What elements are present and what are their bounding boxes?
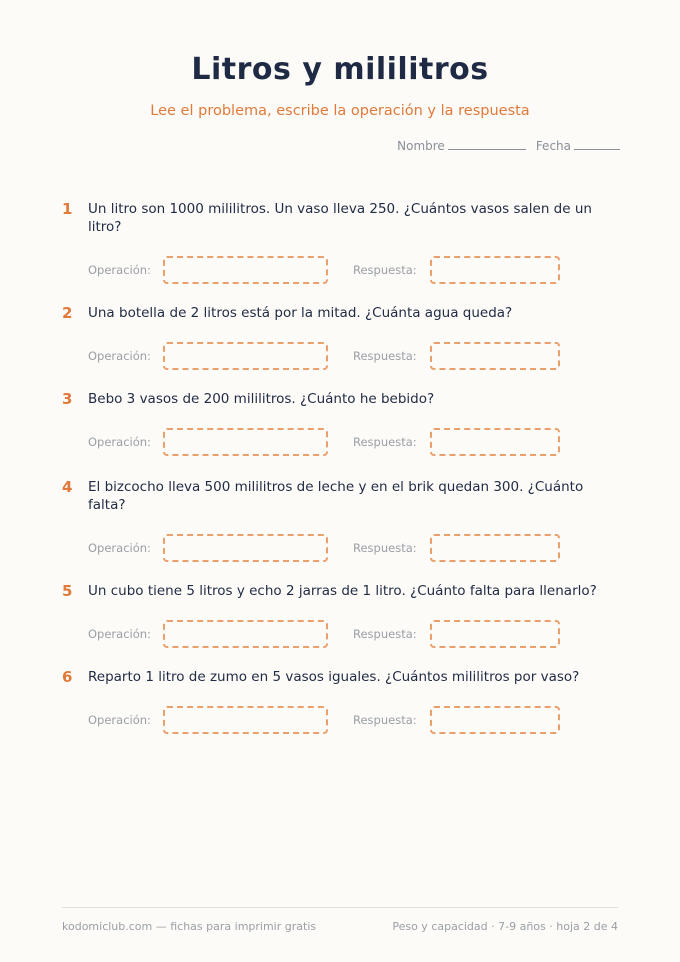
answer-box[interactable] [430, 428, 560, 456]
problem-list [62, 200, 622, 754]
operation-label: Operación: [88, 541, 151, 555]
answer-row [88, 342, 622, 370]
answer-label: Respuesta: [353, 627, 417, 641]
footer-sheet-info: Peso y capacidad · 7-9 años · hoja 2 de 4 [392, 920, 618, 933]
problem-text: Bebo 3 vasos de 200 mililitros. ¿Cuánto he bebido? [88, 391, 435, 407]
operation-box[interactable] [163, 342, 328, 370]
problem-item [62, 478, 622, 582]
answer-row [88, 706, 622, 734]
answer-label: Respuesta: [353, 349, 417, 363]
page-title: Litros y mililitros [191, 52, 489, 87]
problem-text: Un litro son 1000 mililitros. Un vaso lleva 250. ¿Cuántos vasos salen de un litro? [88, 201, 592, 235]
problem-number: 2 [62, 304, 73, 322]
name-label: Nombre [397, 139, 445, 153]
name-field[interactable] [448, 139, 526, 150]
answer-box[interactable] [430, 620, 560, 648]
problem-item [62, 304, 622, 390]
problem-number: 3 [62, 390, 73, 408]
date-field[interactable] [574, 139, 620, 150]
footer-site: kodomiclub.com — fichas para imprimir gratis [62, 920, 317, 933]
answer-box[interactable] [430, 534, 560, 562]
operation-label: Operación: [88, 349, 151, 363]
operation-label: Operación: [88, 435, 151, 449]
problem-text: Una botella de 2 litros está por la mitad. ¿Cuánta agua queda? [88, 305, 513, 321]
operation-box[interactable] [163, 534, 328, 562]
problem-number: 5 [62, 582, 73, 600]
operation-label: Operación: [88, 627, 151, 641]
problem-item [62, 390, 622, 478]
answer-row [88, 620, 622, 648]
problem-item [62, 582, 622, 668]
problem-number: 4 [62, 478, 73, 496]
problem-text: El bizcocho lleva 500 mililitros de leche y en el brik quedan 300. ¿Cuánto falta? [88, 479, 584, 513]
answer-row [88, 256, 622, 284]
problem-text: Reparto 1 litro de zumo en 5 vasos iguales. ¿Cuántos mililitros por vaso? [88, 669, 580, 685]
answer-label: Respuesta: [353, 435, 417, 449]
page-subtitle: Lee el problema, escribe la operación y la respuesta [150, 103, 530, 119]
name-date-row [397, 139, 620, 153]
problem-number: 1 [62, 200, 73, 218]
date-label: Fecha [535, 139, 571, 153]
problem-text: Un cubo tiene 5 litros y echo 2 jarras de 1 litro. ¿Cuánto falta para llenarlo? [88, 583, 597, 599]
operation-box[interactable] [163, 706, 328, 734]
footer-divider [62, 907, 618, 908]
answer-label: Respuesta: [353, 713, 417, 727]
answer-box[interactable] [430, 256, 560, 284]
operation-box[interactable] [163, 256, 328, 284]
problem-item [62, 668, 622, 754]
answer-label: Respuesta: [353, 541, 417, 555]
operation-label: Operación: [88, 263, 151, 277]
operation-box[interactable] [163, 428, 328, 456]
answer-row [88, 428, 622, 456]
answer-box[interactable] [430, 342, 560, 370]
answer-row [88, 534, 622, 562]
problem-item [62, 200, 622, 304]
answer-box[interactable] [430, 706, 560, 734]
problem-number: 6 [62, 668, 73, 686]
operation-label: Operación: [88, 713, 151, 727]
operation-box[interactable] [163, 620, 328, 648]
answer-label: Respuesta: [353, 263, 417, 277]
